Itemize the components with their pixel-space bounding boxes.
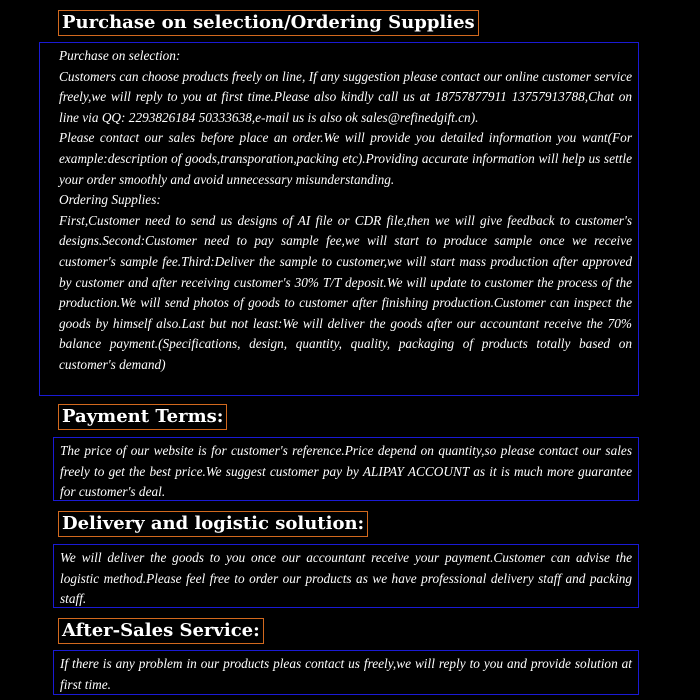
purchase-paragraph-contact-sales: Please contact our sales before place an order.We will provide you detailed information you want(For example:description of goods,transporation,packing etc).Providing accurate information will help us settle your order smoothly and avoid unnecessary misunderstanding. [59, 130, 632, 187]
payment-section-heading: Payment Terms: [58, 404, 227, 430]
payment-text: The price of our website is for customer's reference.Price depend on quantity,so please contact our sales freely to get the best price.We suggest customer pay by ALIPAY ACCOUNT as it is much more guarantee for customer's deal. [60, 443, 632, 500]
after-sales-text: If there is any problem in our products pleas contact us freely,we will reply to you and provide solution at first time. [60, 656, 632, 692]
delivery-text: We will deliver the goods to you once our accountant receive your payment.Customer can advise the logistic method.Please feel free to order our products as we have professional delivery staff and packing staff. [60, 550, 632, 607]
ordering-paragraph-steps: First,Customer need to send us designs of AI file or CDR file,then we will give feedback to customer's designs.Second:Customer need to pay sample fee,we will start to produce sample once we receive customer's sample fee.Third:Deliver the sample to customer,we will start mass production after approved by customer and after receiving customer's 30% T/T deposit.We will update to customer the process of the production.We will send photos of goods to customer after finishing production.Customer can inspect the goods by himself also.Last but not least:We will deliver the goods after our accountant receive the 70% balance payment.(Specifications, design, quantity, quality, packaging of products totally based on customer's demand) [59, 212, 632, 372]
purchase-section-heading: Purchase on selection/Ordering Supplies [58, 10, 479, 36]
purchase-paragraph-customers: Customers can choose products freely on line, If any suggestion please contact our online customer service freely,we will reply to you at first time.Please also kindly call us at 18757877911 13757913788,Chat on line via QQ: 2293826184 50333638,e-mail us is also ok sales@refinedgift.cn). [59, 68, 632, 125]
payment-section-box [53, 437, 639, 501]
delivery-section-box [53, 544, 639, 608]
ordering-subheading: Ordering Supplies: [59, 192, 161, 208]
purchase-subheading: Purchase on selection: [59, 48, 181, 63]
purchase-section-box [39, 42, 639, 396]
after-sales-section-heading: After-Sales Service: [58, 618, 264, 644]
after-sales-section-box [53, 650, 639, 695]
delivery-section-heading: Delivery and logistic solution: [58, 511, 368, 537]
